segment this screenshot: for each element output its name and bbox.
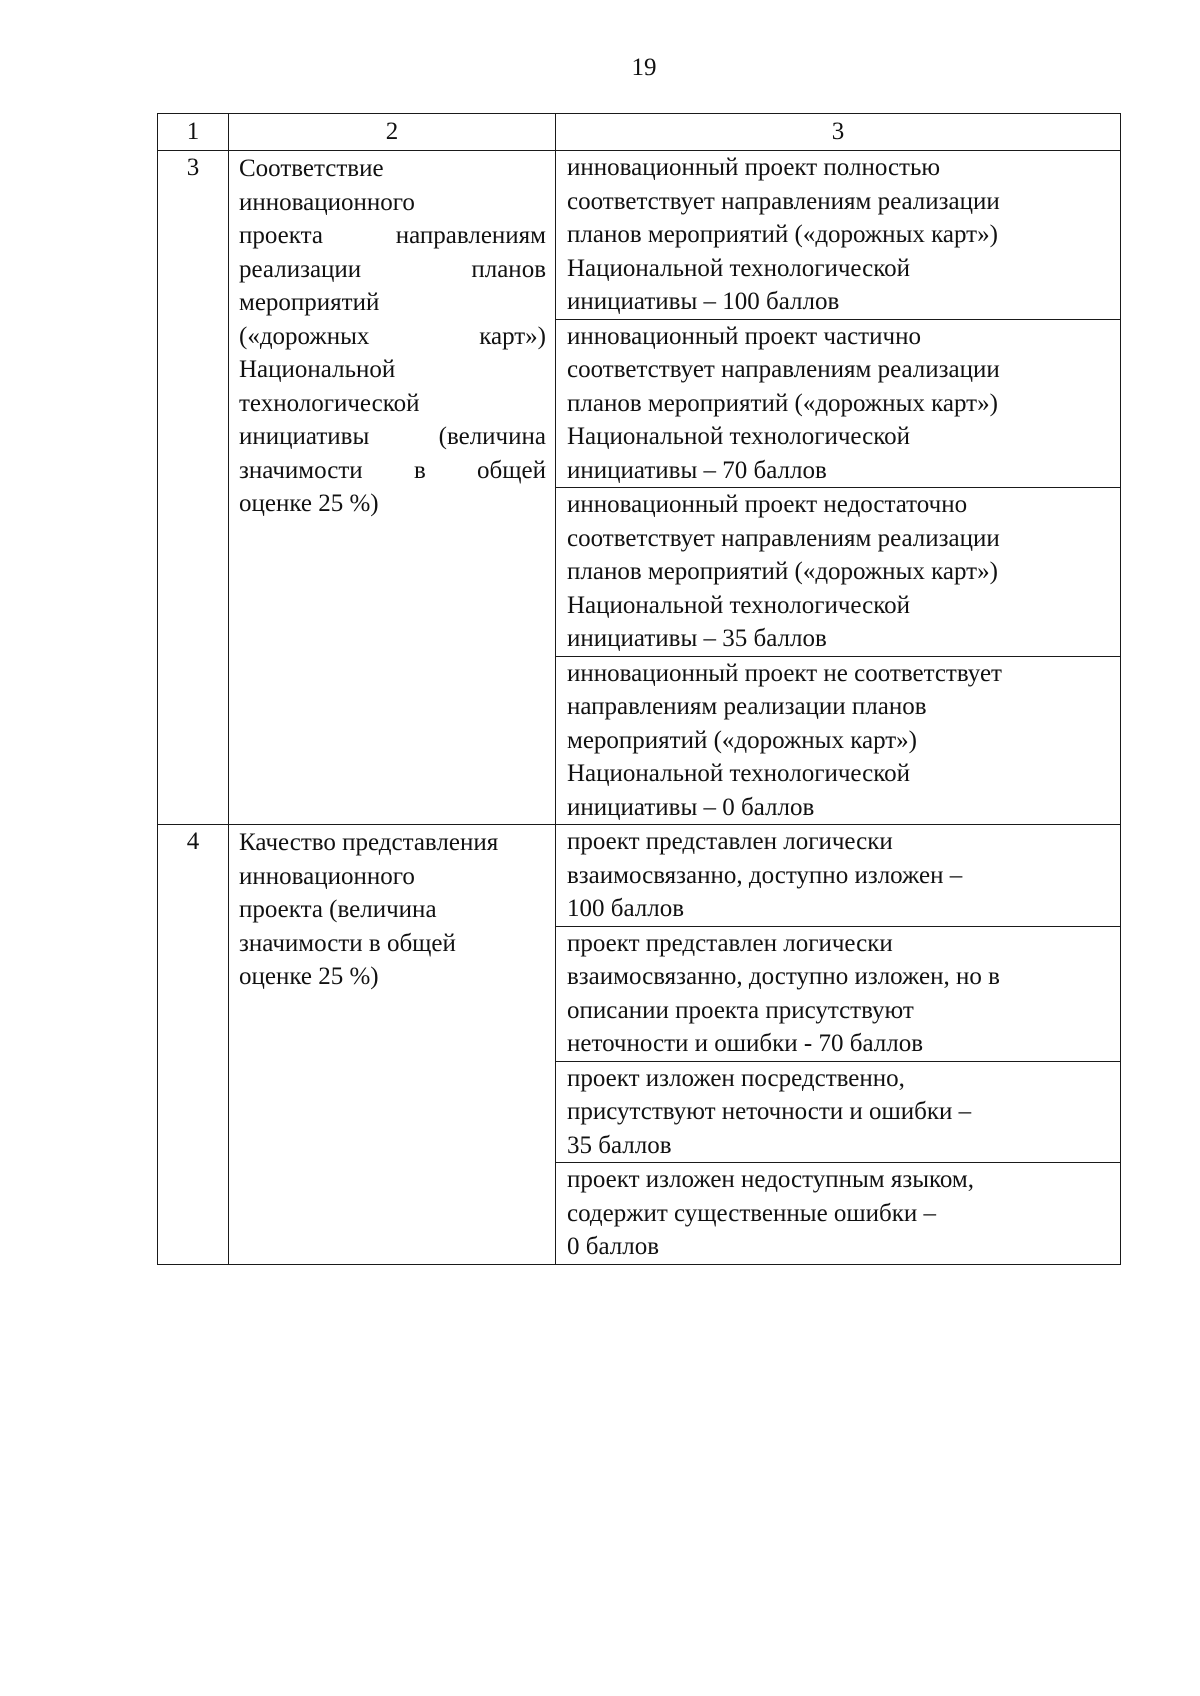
table-row <box>158 151 1121 320</box>
score-option <box>556 1163 1121 1265</box>
score-option <box>556 926 1121 1061</box>
criterion-number: 4 <box>158 825 229 1265</box>
criterion-word: значимости <box>239 456 363 484</box>
score-option-line: инновационный проект недостаточно <box>567 491 968 518</box>
criterion-word: («дорожных <box>239 322 370 350</box>
score-option <box>556 656 1121 825</box>
score-option-line: 35 баллов <box>567 1131 672 1159</box>
score-option-line: проект изложен посредственно, <box>567 1064 905 1092</box>
criterion-line <box>239 454 546 488</box>
criterion-word: общей <box>477 456 546 484</box>
criterion-line: Качество представления <box>239 829 499 856</box>
score-option-line: Национальной технологической <box>567 760 910 787</box>
criterion-line: инновационного <box>239 188 415 216</box>
criterion-name <box>229 825 556 1265</box>
score-option-line: планов мероприятий («дорожных карт») <box>567 389 998 417</box>
score-option-line: 0 баллов <box>567 1233 660 1260</box>
score-option-line: Национальной технологической <box>567 254 910 282</box>
criterion-line: оценке 25 %) <box>239 490 379 517</box>
score-option-line: планов мероприятий («дорожных карт») <box>567 558 998 585</box>
criterion-word: (величина <box>438 423 546 450</box>
criterion-line: значимости в общей <box>239 929 456 957</box>
score-option-line: неточности и ошибки - 70 баллов <box>567 1030 924 1057</box>
score-option-line: инициативы – 70 баллов <box>567 456 827 484</box>
criterion-word: карт») <box>479 322 546 350</box>
table-header-row <box>158 114 1121 151</box>
criterion-line: проекта (величина <box>239 896 437 923</box>
criterion-line: инновационного <box>239 862 415 890</box>
score-option-line: описании проекта присутствуют <box>567 996 914 1024</box>
score-option <box>556 488 1121 657</box>
criterion-word: проекта <box>239 222 323 249</box>
header-cell-1: 1 <box>158 114 229 151</box>
criterion-line: мероприятий <box>239 289 380 316</box>
score-option-line: планов мероприятий («дорожных карт») <box>567 221 998 248</box>
criterion-line <box>239 420 546 454</box>
score-option-line: проект представлен логически <box>567 929 893 957</box>
score-option-line: присутствуют неточности и ошибки – <box>567 1098 972 1125</box>
criterion-word: в <box>413 456 426 484</box>
page-number: 19 <box>631 54 657 81</box>
table-row <box>158 825 1121 927</box>
criterion-line <box>239 219 546 253</box>
score-option-line: инновационный проект частично <box>567 322 921 350</box>
header-cell-3: 3 <box>556 114 1121 151</box>
criterion-line <box>239 253 546 287</box>
criterion-number: 3 <box>158 151 229 825</box>
score-option-line: инициативы – 100 баллов <box>567 288 840 315</box>
criterion-line: Национальной <box>239 356 396 383</box>
score-option-line: инициативы – 0 баллов <box>567 793 815 821</box>
score-option-line: соответствует направлениям реализации <box>567 356 1000 383</box>
score-option-line: проект представлен логически <box>567 828 893 855</box>
score-option-line: инновационный проект не соответствует <box>567 659 1002 687</box>
criterion-word: инициативы <box>239 423 370 450</box>
criterion-line: оценке 25 %) <box>239 963 379 990</box>
score-option-line: соответствует направлениям реализации <box>567 187 1000 215</box>
criterion-line: Соответствие <box>239 155 384 182</box>
criteria-table <box>157 113 1121 1265</box>
score-option <box>556 1061 1121 1163</box>
score-option-line: соответствует направлениям реализации <box>567 524 1000 552</box>
score-option <box>556 151 1121 320</box>
score-option-line: инновационный проект полностью <box>567 154 941 181</box>
score-option-line: мероприятий («дорожных карт») <box>567 726 918 754</box>
criterion-word: направлениям <box>395 222 546 249</box>
criterion-word: реализации <box>239 255 362 283</box>
score-option-line: направлениям реализации планов <box>567 693 927 720</box>
score-option-line: инициативы – 35 баллов <box>567 625 827 652</box>
score-option-line: Национальной технологической <box>567 591 910 619</box>
criterion-line: технологической <box>239 389 420 417</box>
criterion-word: планов <box>471 255 546 283</box>
score-option <box>556 319 1121 488</box>
score-option <box>556 825 1121 927</box>
header-cell-2: 2 <box>229 114 556 151</box>
score-option-line: проект изложен недоступным языком, <box>567 1166 974 1193</box>
criterion-line <box>239 320 546 354</box>
score-option-line: взаимосвязанно, доступно изложен, но в <box>567 963 1000 990</box>
score-option-line: содержит существенные ошибки – <box>567 1199 937 1227</box>
score-option-line: Национальной технологической <box>567 423 910 450</box>
criterion-name <box>229 151 556 825</box>
score-option-line: взаимосвязанно, доступно изложен – <box>567 861 963 889</box>
score-option-line: 100 баллов <box>567 895 685 922</box>
